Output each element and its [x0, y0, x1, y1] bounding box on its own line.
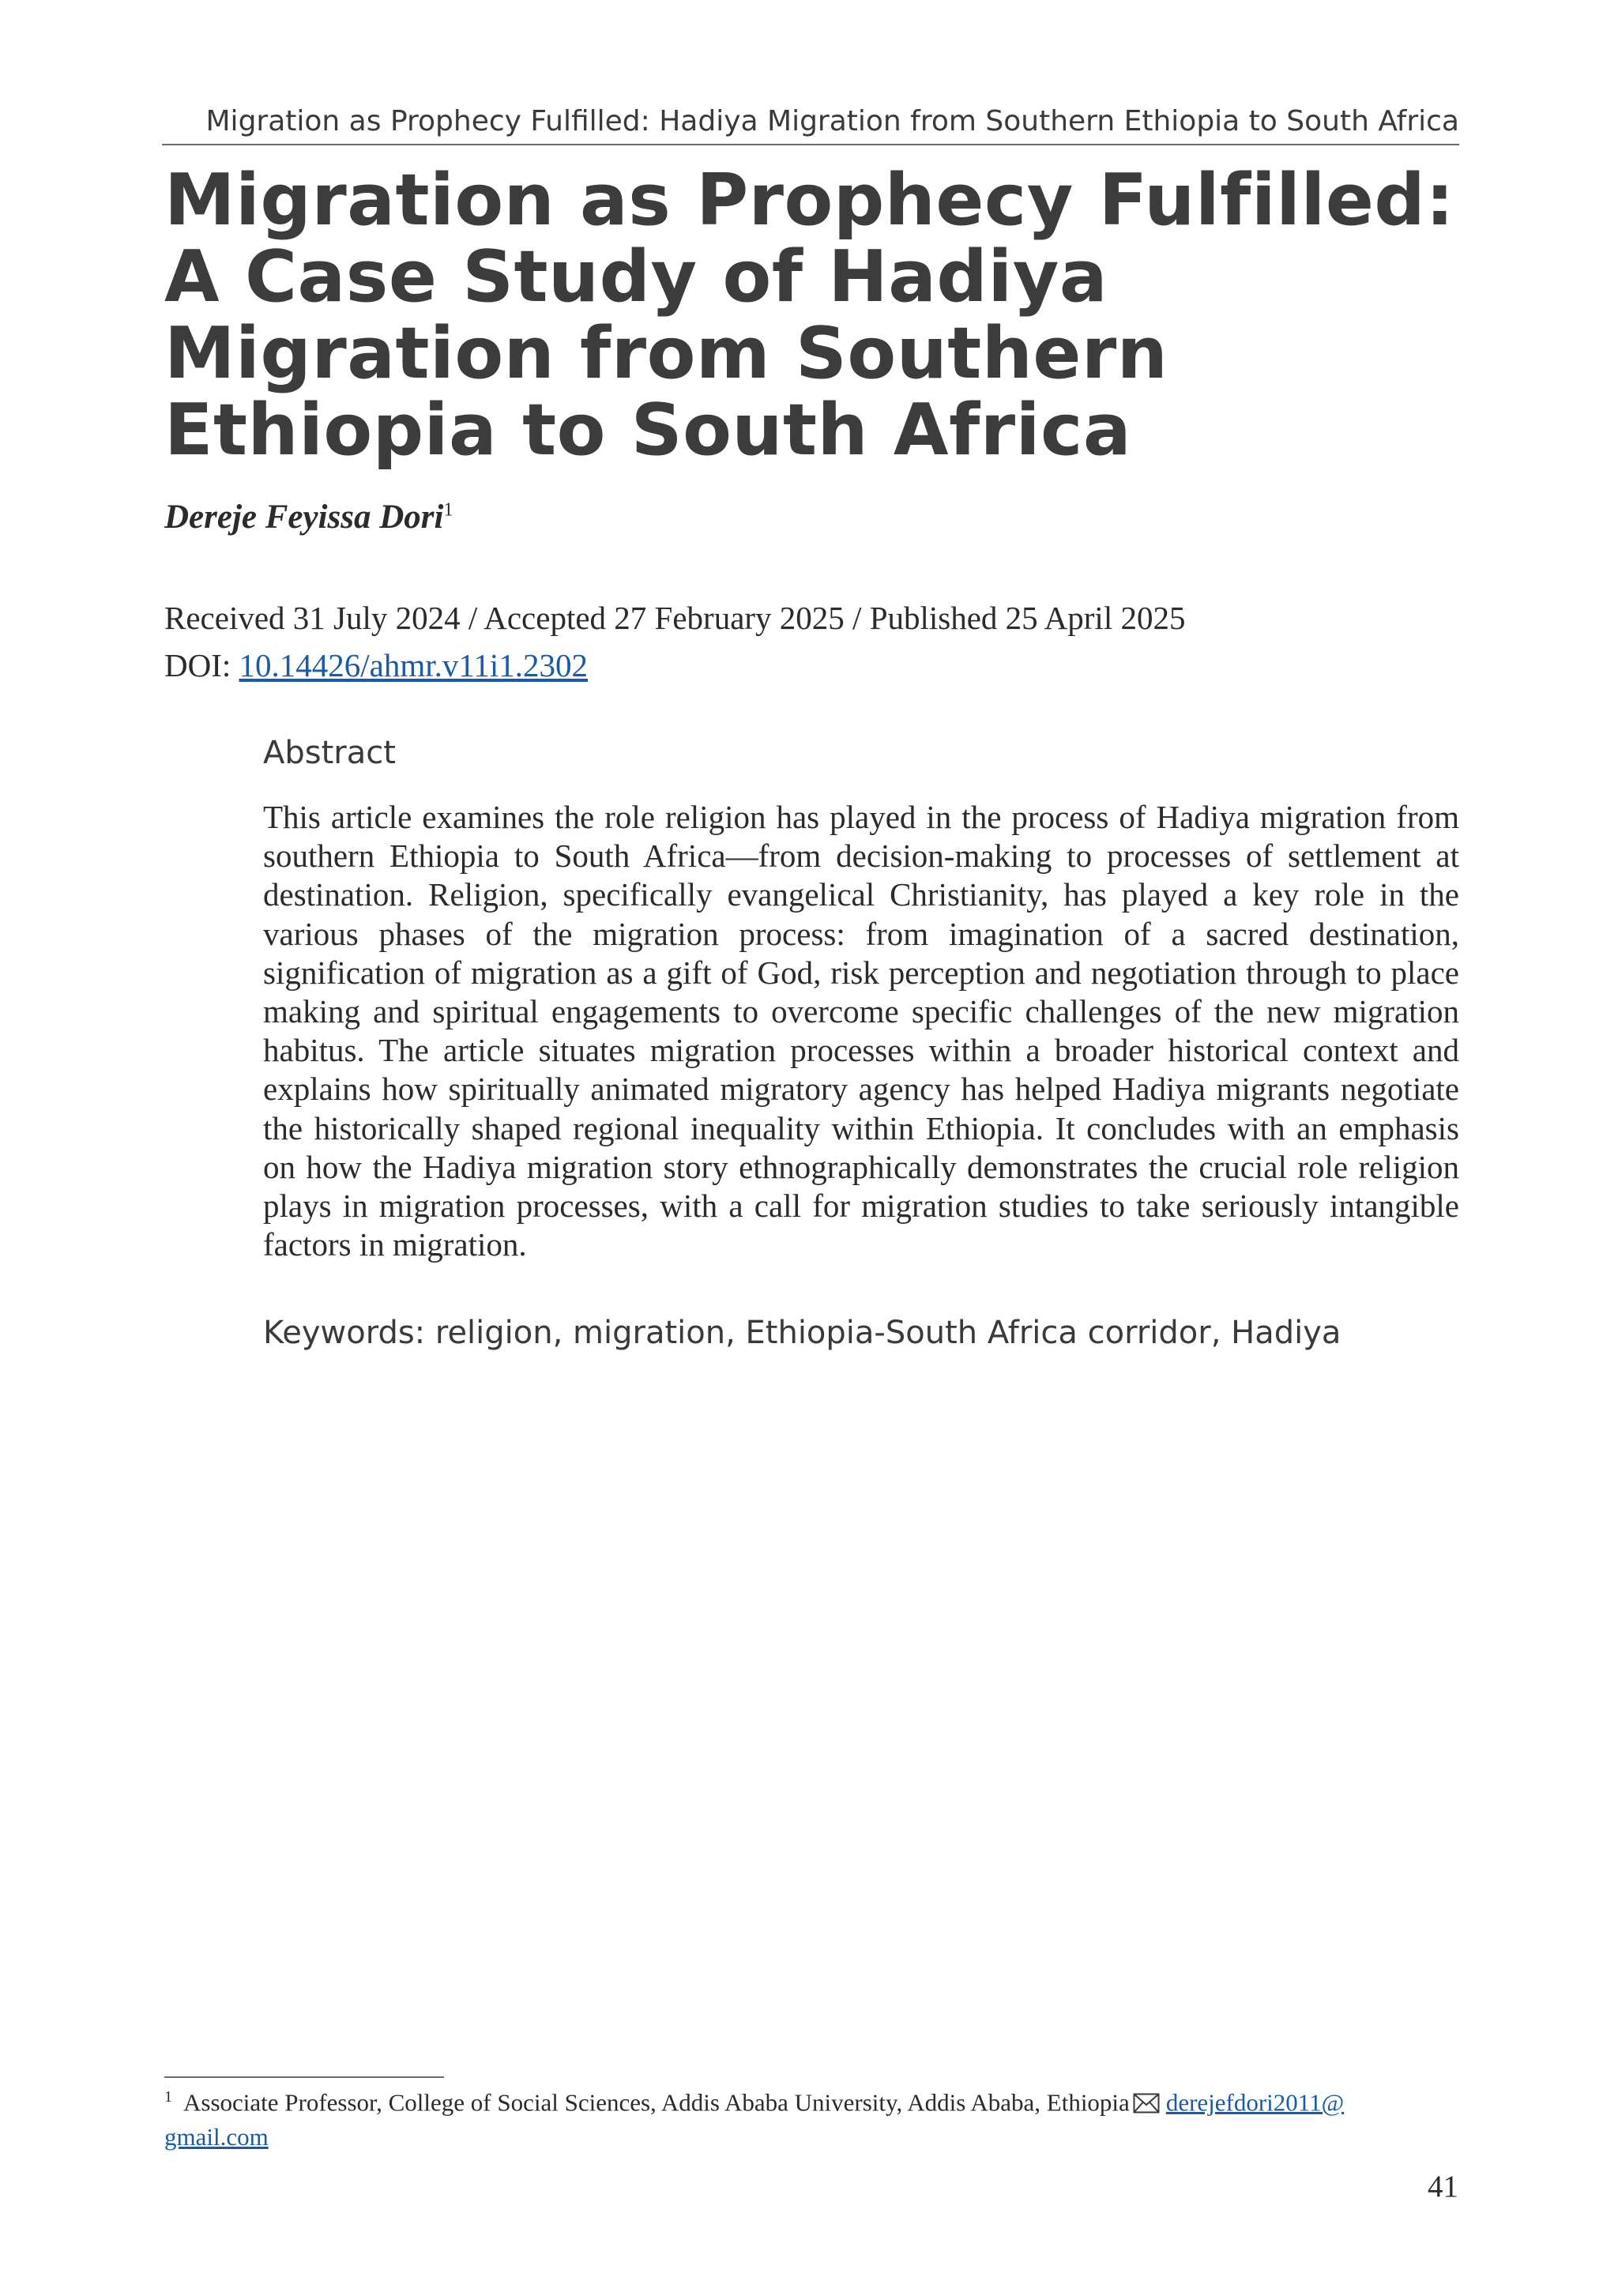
email-link-part[interactable]: gmail.com	[164, 2123, 269, 2151]
doi-link[interactable]: 10.14426/ahmr.v11i1.2302	[239, 647, 589, 683]
publication-info	[164, 594, 1185, 689]
title-line: Migration as Prophecy Fulfilled:	[164, 159, 1454, 242]
doi-line	[164, 642, 1185, 689]
publication-dates: Received 31 July 2024 / Accepted 27 February 2025 / Published 25 April 2025	[164, 600, 1186, 636]
running-header: Migration as Prophecy Fulfilled: Hadiya Migration from Southern Ethiopia to South Africa	[162, 100, 1459, 145]
abstract-body: This article examines the role religion has played in the process of Hadiya migration from southern Ethiopia to South Africa—from decision-making to processes of settlement at destination. Religion, specifically evangelical Christianity, has played a key role in the various phases of the migration process: from imagination of a sacred destination, signification of migration as a gift of God, risk perception and negotiation through to place making and spiritual engagements to overcome specific challenges of the new migration habitus. The article situates migration processes within a broader historical context and explains how spiritually animated migratory agency has helped Hadiya migrants negotiate the historically shaped regional inequality within Ethiopia. It concludes with an emphasis on how the Hadiya migration story ethnographically demonstrates the crucial role religion plays in migration processes, with a call for migration studies to take seriously intangible factors in migration.	[263, 799, 1459, 1263]
author-name: Dereje Feyissa Dori	[164, 499, 444, 536]
envelope-icon	[1133, 2090, 1160, 2121]
title-line: Ethiopia to South Africa	[164, 389, 1132, 472]
title-line: A Case Study of Hadiya	[164, 235, 1108, 318]
abstract-heading: Abstract	[263, 735, 396, 771]
email-link-part[interactable]: derejefdori2011@	[1165, 2088, 1345, 2117]
article-title	[164, 159, 1476, 472]
footnote-divider	[164, 2076, 444, 2078]
author-footnote-mark[interactable]: 1	[443, 499, 453, 521]
title-line: Migration from Southern	[164, 312, 1168, 395]
footnote-mark: 1	[164, 2088, 172, 2106]
footnote	[164, 2081, 1460, 2153]
keywords: Keywords: religion, migration, Ethiopia-South Africa corridor, Hadiya	[263, 1315, 1341, 1351]
footnote-text: Associate Professor, College of Social Sciences, Addis Ababa University, Addis Ababa, Ethiopia	[183, 2088, 1130, 2117]
author	[164, 498, 453, 536]
doi-label: DOI:	[164, 647, 239, 683]
page-number: 41	[1428, 2170, 1458, 2204]
